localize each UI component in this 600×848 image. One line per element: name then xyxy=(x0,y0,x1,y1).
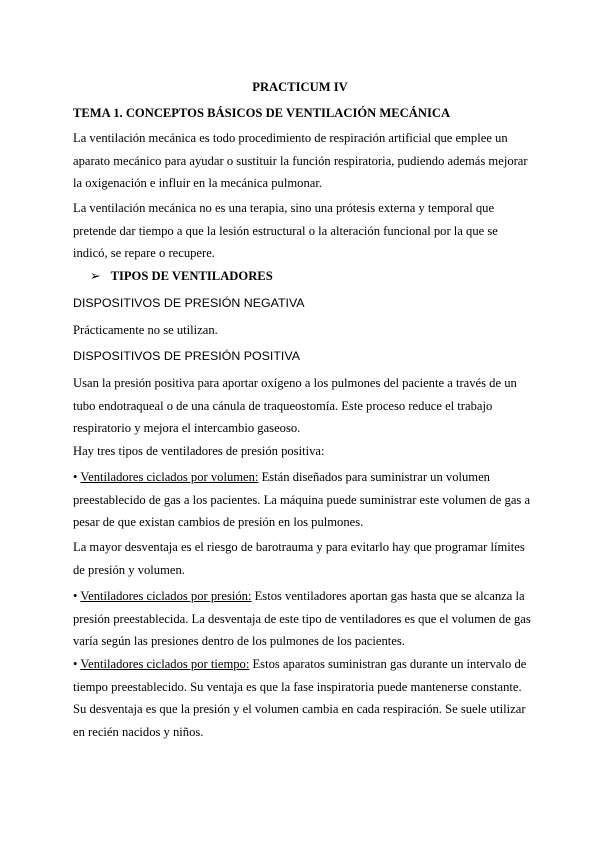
pressure-ventilator-item xyxy=(73,585,531,653)
time-ventilator-label: Ventiladores ciclados por tiempo: xyxy=(80,657,250,671)
positive-pressure-heading: DISPOSITIVOS DE PRESIÓN POSITIVA xyxy=(73,349,300,363)
bullet-icon: • xyxy=(73,589,78,603)
bullet-icon: • xyxy=(73,657,78,671)
types-intro: Hay tres tipos de ventiladores de presión positiva: xyxy=(73,444,325,458)
section-heading xyxy=(90,265,548,288)
arrow-bullet-icon: ➢ xyxy=(90,268,101,283)
negative-pressure-heading: DISPOSITIVOS DE PRESIÓN NEGATIVA xyxy=(73,296,305,310)
document-title: PRACTICUM IV xyxy=(252,80,348,94)
intro-paragraph-1: La ventilación mecánica es todo procedimiento de respiración artificial que emplee un aparato mecánico para ayudar o sustituir la función respiratoria, pudiendo además mejorar la oxigenación e influir en la mecánica pulmonar. xyxy=(73,131,528,190)
topic-heading: TEMA 1. CONCEPTOS BÁSICOS DE VENTILACIÓN MECÁNICA xyxy=(73,106,451,120)
volume-ventilator-note: La mayor desventaja es el riesgo de barotrauma y para evitarlo hay que programar límites de presión y volumen. xyxy=(73,540,525,577)
negative-pressure-text: Prácticamente no se utilizan. xyxy=(73,323,218,337)
pressure-ventilator-text: Estos ventiladores aportan gas hasta que se alcanza la presión preestablecida. La desventaja de este tipo de ventiladores es que el volumen de gas varía según las presiones dentro de los pulmones de los pacientes. xyxy=(73,589,531,648)
time-ventilator-item xyxy=(73,653,531,743)
pressure-ventilator-label: Ventiladores ciclados por presión: xyxy=(80,589,252,603)
intro-paragraph-2: La ventilación mecánica no es una terapia, sino una prótesis externa y temporal que pretende dar tiempo a que la lesión estructural o la alteración funcional por la que se indicó, se repare o recupere. xyxy=(73,201,498,260)
volume-ventilator-label: Ventiladores ciclados por volumen: xyxy=(80,470,259,484)
positive-pressure-text: Usan la presión positiva para aportar oxígeno a los pulmones del paciente a través de un tubo endotraqueal o de una cánula de traqueostomía. Este proceso reduce el trabajo respiratorio y mejora el intercambio gaseoso. xyxy=(73,376,517,435)
time-ventilator-text: Estos aparatos suministran gas durante un intervalo de tiempo preestablecido. Su ventaja es que la fase inspiratoria puede mantenerse constante. Su desventaja es que la presión y el volumen cambia en cada respiración. Se suele utilizar en recién nacidos y niños. xyxy=(73,657,527,739)
volume-ventilator-item xyxy=(73,466,531,534)
section-title: TIPOS DE VENTILADORES xyxy=(110,269,273,283)
volume-ventilator-text: Están diseñados para suministrar un volumen preestablecido de gas a los pacientes. La máquina puede suministrar este volumen de gas a pesar de que existan cambios de presión en los pulmones. xyxy=(73,470,531,529)
bullet-icon: • xyxy=(73,470,78,484)
